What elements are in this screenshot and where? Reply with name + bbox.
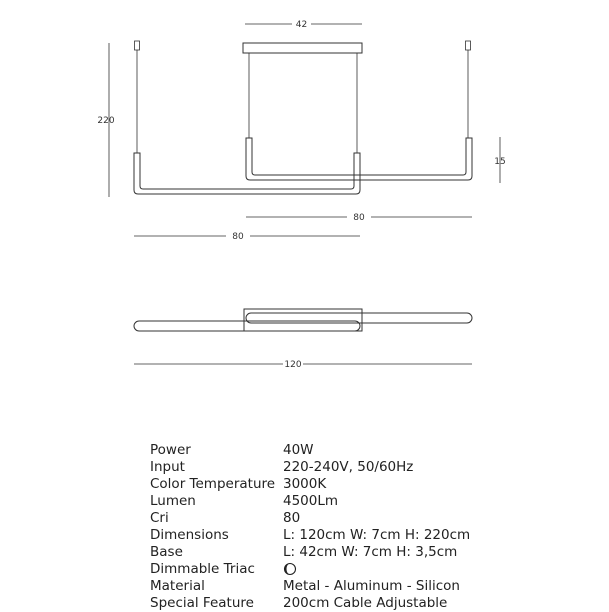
spec-label: Base [150,544,183,560]
spec-row-base [150,544,570,561]
upper-frame [246,138,472,180]
spec-value: 220-240V, 50/60Hz [283,459,414,475]
spec-value: 40W [283,442,314,458]
dim-total-height [97,43,114,197]
spec-row-color-temperature [150,476,570,493]
dim-upper-frame-length-label: 80 [353,213,365,223]
dimmable-icon [283,562,297,576]
ceiling-base-plate [243,43,362,53]
spec-row-special-feature [150,595,570,612]
spec-row-lumen [150,493,570,510]
spec-label: Lumen [150,493,196,509]
spec-row-dimmable-triac [150,561,570,578]
gripper-left [135,41,140,50]
spec-label: Material [150,578,205,594]
spec-value: 3000K [283,476,327,492]
dim-lower-frame-length-label: 80 [232,232,244,242]
spec-value: L: 42cm W: 7cm H: 3,5cm [283,544,458,560]
dim-total-length [134,360,472,370]
spec-value: 4500Lm [283,493,339,509]
spec-row-material [150,578,570,595]
spec-value [283,561,297,578]
spec-label: Cri [150,510,169,526]
spec-label: Dimmable Triac [150,561,255,577]
dim-total-length-label: 120 [284,360,302,370]
dim-frame-height [494,137,505,183]
spec-value: 80 [283,510,301,526]
spec-label: Dimensions [150,527,229,543]
spec-label: Color Temperature [150,476,276,492]
dim-total-height-label: 220 [97,116,115,126]
dim-upper-frame-length [246,213,472,223]
dim-frame-height-label: 15 [494,157,506,167]
spec-row-input [150,459,570,476]
spec-label: Special Feature [150,595,254,611]
spec-table [150,442,570,612]
spec-row-cri [150,510,570,527]
gripper-right [466,41,471,50]
lower-frame [134,153,360,194]
spec-label: Input [150,459,185,475]
dim-base-width-label: 42 [295,20,308,30]
dim-lower-frame-length [134,232,360,242]
spec-row-power [150,442,570,459]
plan-view [134,309,472,331]
plan-base-plate [244,309,362,331]
spec-value: 200cm Cable Adjustable [283,595,448,611]
spec-value: L: 120cm W: 7cm H: 220cm [283,527,471,543]
dim-base-width [245,20,362,30]
spec-label: Power [150,442,191,458]
spec-row-dimensions [150,527,570,544]
front-elevation [134,41,472,194]
spec-value: Metal - Aluminum - Silicon [283,578,460,594]
